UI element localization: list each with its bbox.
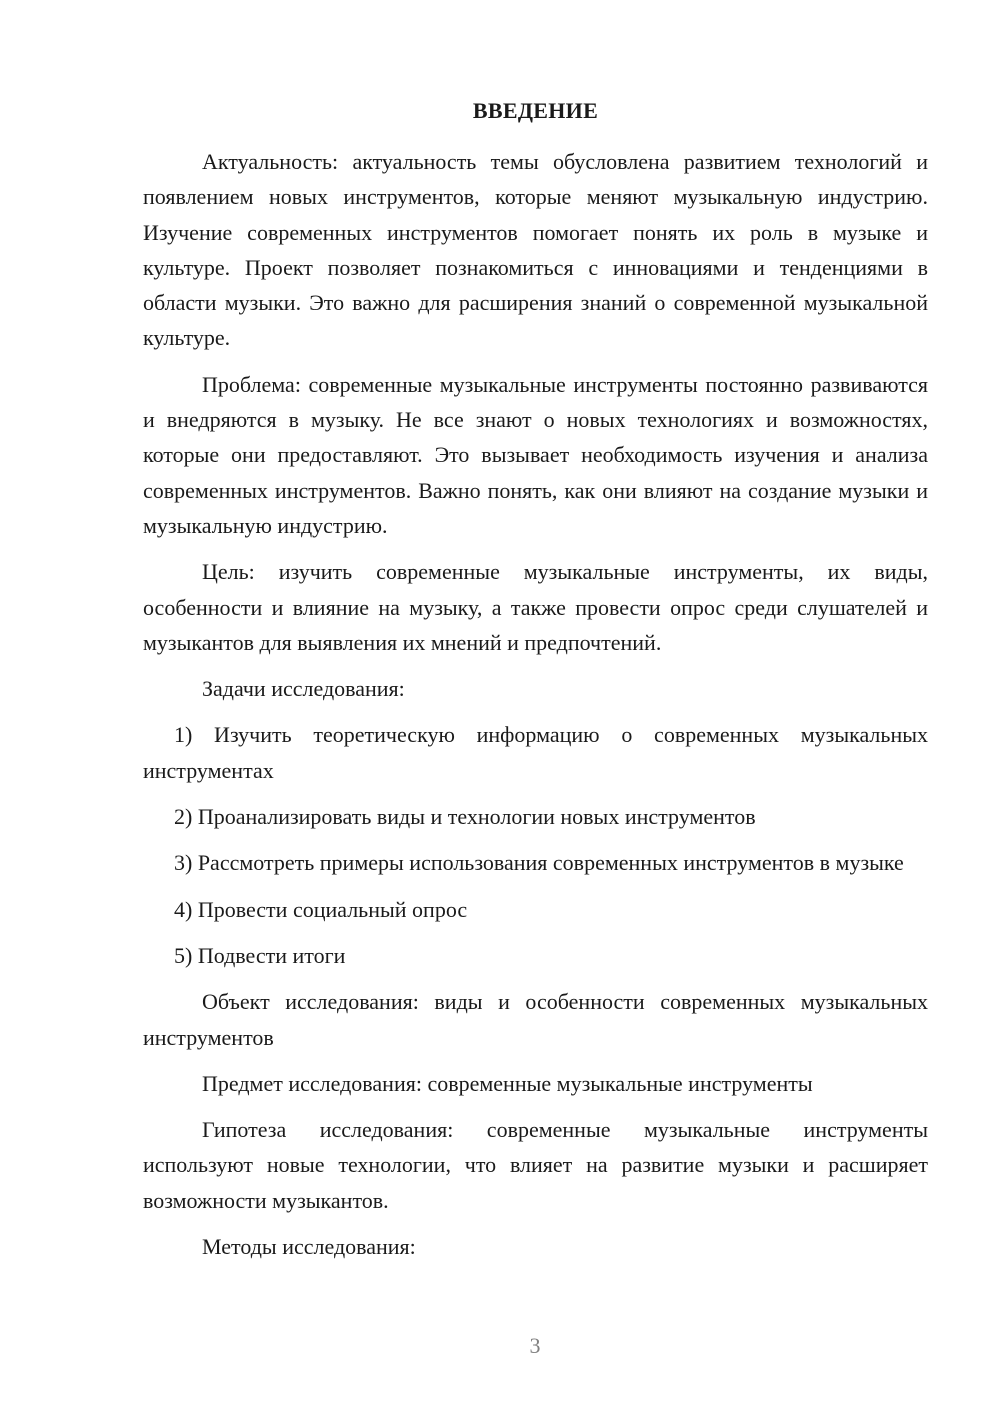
section-heading: ВВЕДЕНИЕ — [472, 98, 599, 123]
task-item-1: 1) Изучить теоретическую информацию о современных музыкальных инструментах — [143, 722, 928, 783]
problem-paragraph: Проблема: современные музыкальные инструменты постоянно развиваются и внедряются в музыку. Не все знают о новых технологиях и возможностях, которые они предоставляют. Это вызывает необходимость изучения и анализа современных инструментов. Важно понять, как они влияют на создание музыки и музыкальную индустрию. — [143, 371, 928, 538]
goal-paragraph: Цель: изучить современные музыкальные инструменты, их виды, особенности и влияние на музыку, а также провести опрос среди слушателей и музыкантов для выявления их мнений и предпочтений. — [143, 559, 928, 655]
hypothesis-paragraph: Гипотеза исследования: современные музыкальные инструменты используют новые технологии, что влияет на развитие музыки и расширяет возможности музыкантов. — [143, 1117, 928, 1213]
relevance-paragraph: Актуальность: актуальность темы обусловлена развитием технологий и появлением новых инструментов, которые меняют музыкальную индустрию. Изучение современных инструментов помогает понять их роль в музыке и культуре. Проект позволяет познакомиться с инновациями и тенденциями в области музыки. Это важно для расширения знаний о современной музыкальной культуре. — [143, 149, 928, 351]
page-content — [143, 96, 928, 1275]
tasks-heading: Задачи исследования: — [202, 676, 405, 702]
page-footer — [0, 1333, 1000, 1359]
methods-heading: Методы исследования: — [202, 1234, 416, 1260]
task-item-2: 2) Проанализировать виды и технологии новых инструментов — [174, 804, 756, 830]
task-item-3: 3) Рассмотреть примеры использования современных инструментов в музыке — [174, 850, 904, 876]
subject-paragraph: Предмет исследования: современные музыкальные инструменты — [202, 1070, 813, 1096]
task-item-5: 5) Подвести итоги — [174, 942, 346, 968]
object-paragraph: Объект исследования: виды и особенности современных музыкальных инструментов — [143, 989, 928, 1050]
page-number: 3 — [529, 1333, 541, 1358]
task-item-4: 4) Провести социальный опрос — [174, 896, 468, 922]
